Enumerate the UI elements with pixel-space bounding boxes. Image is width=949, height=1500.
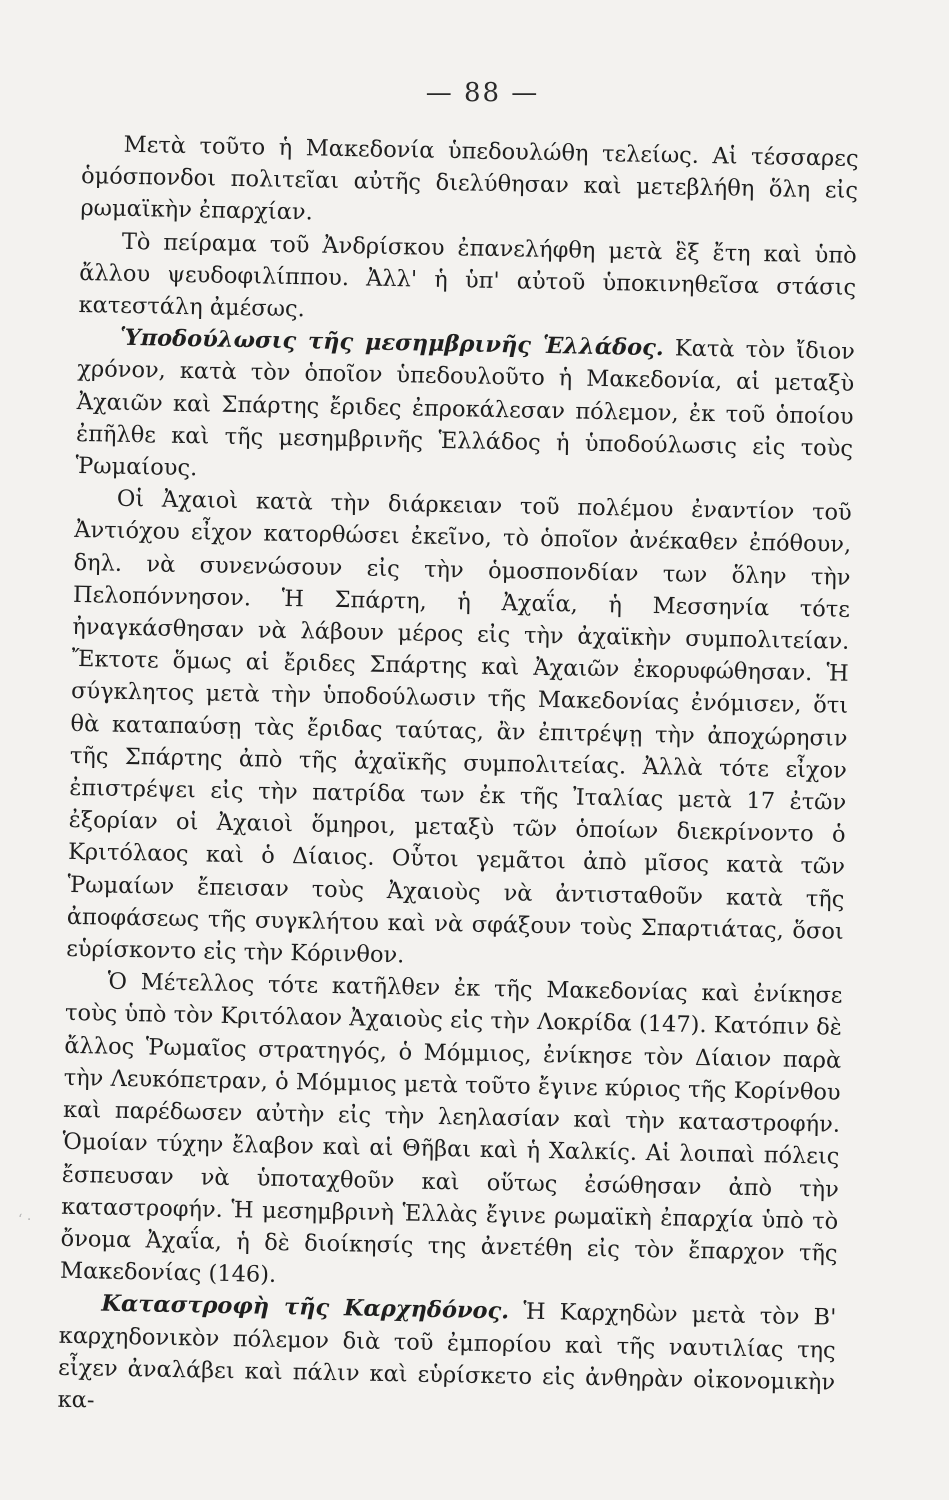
paragraph <box>80 128 859 240</box>
section-heading: Ὑποδούλωσις τῆς μεσημβρινῆς Ἑλλάδος. <box>119 324 664 362</box>
paragraph <box>60 965 843 1302</box>
paragraph-text: Τὸ πείραμα τοῦ Ἀνδρίσκου ἐπανελήφθη μετὰ ἓξ ἔτη καὶ ὑπὸ ἄλλου ψευδοφιλίππου. Ἀλλ' ἡ ὑπ' αὐτοῦ ὑποκινηθεῖσα στάσις κατεστάλη ἀμέσως. <box>78 228 857 323</box>
paragraph-text: Οἱ Ἀχαιοὶ κατὰ τὴν διάρκειαν τοῦ πολέμου ἐναντίον τοῦ Ἀντιόχου εἶχον κατορθώσει ἐκεῖνο, τὸ ὁποῖον ἀνέκαθεν ἐπόθουν, δηλ. νὰ συνενώσουν εἰς τὴν ὁμοσπονδίαν των ὅλην τὴν Πελοπόννησον. Ἡ Σπάρτη, ἡ Ἀχαΐα, ἡ Μεσσηνία τότε ἠναγκάσθησαν νὰ λάβουν μέρος εἰς τὴν ἀχαϊκὴν συμπολιτείαν. Ἔκτοτε ὅμως αἱ ἔριδες Σπάρτης καὶ Ἀχαιῶν ἐκορυφώθησαν. Ἡ σύγκλητος μετὰ τὴν ὑποδούλωσιν τῆς Μακεδονίας ἐνόμισεν, ὅτι θὰ καταπαύσῃ τὰς ἔριδας ταύτας, ἂν ἐπιτρέψῃ τὴν ἀποχώρησιν τῆς Σπάρτης ἀπὸ τῆς ἀχαϊκῆς συμπολιτείας. Ἀλλὰ τότε εἶχον ἐπιστρέψει εἰς τὴν πατρίδα των ἐκ τῆς Ἰταλίας μετὰ 17 ἐτῶν ἐξορίαν οἱ Ἀχαιοὶ ὅμηροι, μεταξὺ τῶν ὁποίων διεκρίνοντο ὁ Κριτόλαος καὶ ὁ Δίαιος. Οὗτοι γεμᾶτοι ἀπὸ μῖσος κατὰ τῶν Ῥωμαίων ἔπεισαν τοὺς Ἀχαιοὺς νὰ ἀντισταθοῦν κατὰ τῆς ἀποφάσεως τῆς συγκλήτου καὶ νὰ σφάξουν τοὺς Σπαρτιάτας, ὅσοι εὑρίσκοντο εἰς τὴν Κόρινθον. <box>65 485 852 969</box>
paragraph-text: Ὁ Μέτελλος τότε κατῆλθεν ἐκ τῆς Μακεδονίας καὶ ἐνίκησε τοὺς ὑπὸ τὸν Κριτόλαον Ἀχαιοὺς εἰς τὴν Λοκρίδα (147). Κατόπιν δὲ ἄλλος Ῥωμαῖος στρατηγός, ὁ Μόμμιος, ἐνίκησε τὸν Δίαιον παρὰ τὴν Λευκόπετραν, ὁ Μόμμιος μετὰ τοῦτο ἔγινε κύριος τῆς Κορίνθου καὶ παρέδωσεν αὐτὴν εἰς τὴν λεηλασίαν καὶ τὴν καταστροφήν. Ὁμοίαν τύχην ἔλαβον καὶ αἱ Θῆβαι καὶ ἡ Χαλκίς. Αἱ λοιπαὶ πόλεις ἔσπευσαν νὰ ὑποταχθοῦν καὶ οὕτως ἐσώθησαν ἀπὸ τὴν καταστροφήν. Ἡ μεσημβρινὴ Ἑλλὰς ἔγινε ρωμαϊκὴ ἐπαρχία ὑπὸ τὸ ὄνομα Ἀχαΐα, ἡ δὲ διοίκησίς της ἀνετέθη εἰς τὸν ἔπαρχον τῆς Μακεδονίας (146). <box>59 968 843 1289</box>
paragraph-text: Κατὰ τὸν ἴδιον χρόνον, κατὰ τὸν ὁποῖον ὑπεδουλοῦτο ἡ Μακεδονία, αἱ μεταξὺ Ἀχαιῶν καὶ Σπάρτης ἔριδες ἐπροκάλεσαν πόλεμον, ἐκ τοῦ ὁποίου ἐπῆλθε καὶ τῆς μεσημβρινῆς Ἑλλάδος ἡ ὑποδούλωσις εἰς τοὺς Ῥωμαίους. <box>75 335 856 482</box>
paragraph <box>78 225 857 337</box>
page-number: — 88 — <box>425 78 540 108</box>
paragraph <box>75 321 855 497</box>
body-text <box>57 128 859 1431</box>
paragraph-text: Ἡ Καρχηδὼν μετὰ τὸν Β' καρχηδονικὸν πόλεμον διὰ τοῦ ἐμπορίου καὶ τῆς ναυτιλίας της εἶχεν ἀναλάβει καὶ πάλιν καὶ εὑρίσκετο εἰς ἀνθηρὰν οἰκονομικὴν κα- <box>57 1299 837 1414</box>
paragraph <box>66 482 852 980</box>
section-heading: Καταστροφὴ τῆς Καρχηδόνος. <box>101 1290 510 1325</box>
margin-mark: ʻ · <box>18 1212 32 1228</box>
paragraph-text: Μετὰ τοῦτο ἡ Μακεδονία ὑπεδουλώθη τελείως. Αἱ τέσσαρες ὁμόσπονδοι πολιτεῖαι αὐτῆς διελύθησαν καὶ μετεβλήθη ὅλη εἰς ρωμαϊκὴν ἐπαρχίαν. <box>80 131 859 226</box>
paragraph <box>57 1287 836 1431</box>
